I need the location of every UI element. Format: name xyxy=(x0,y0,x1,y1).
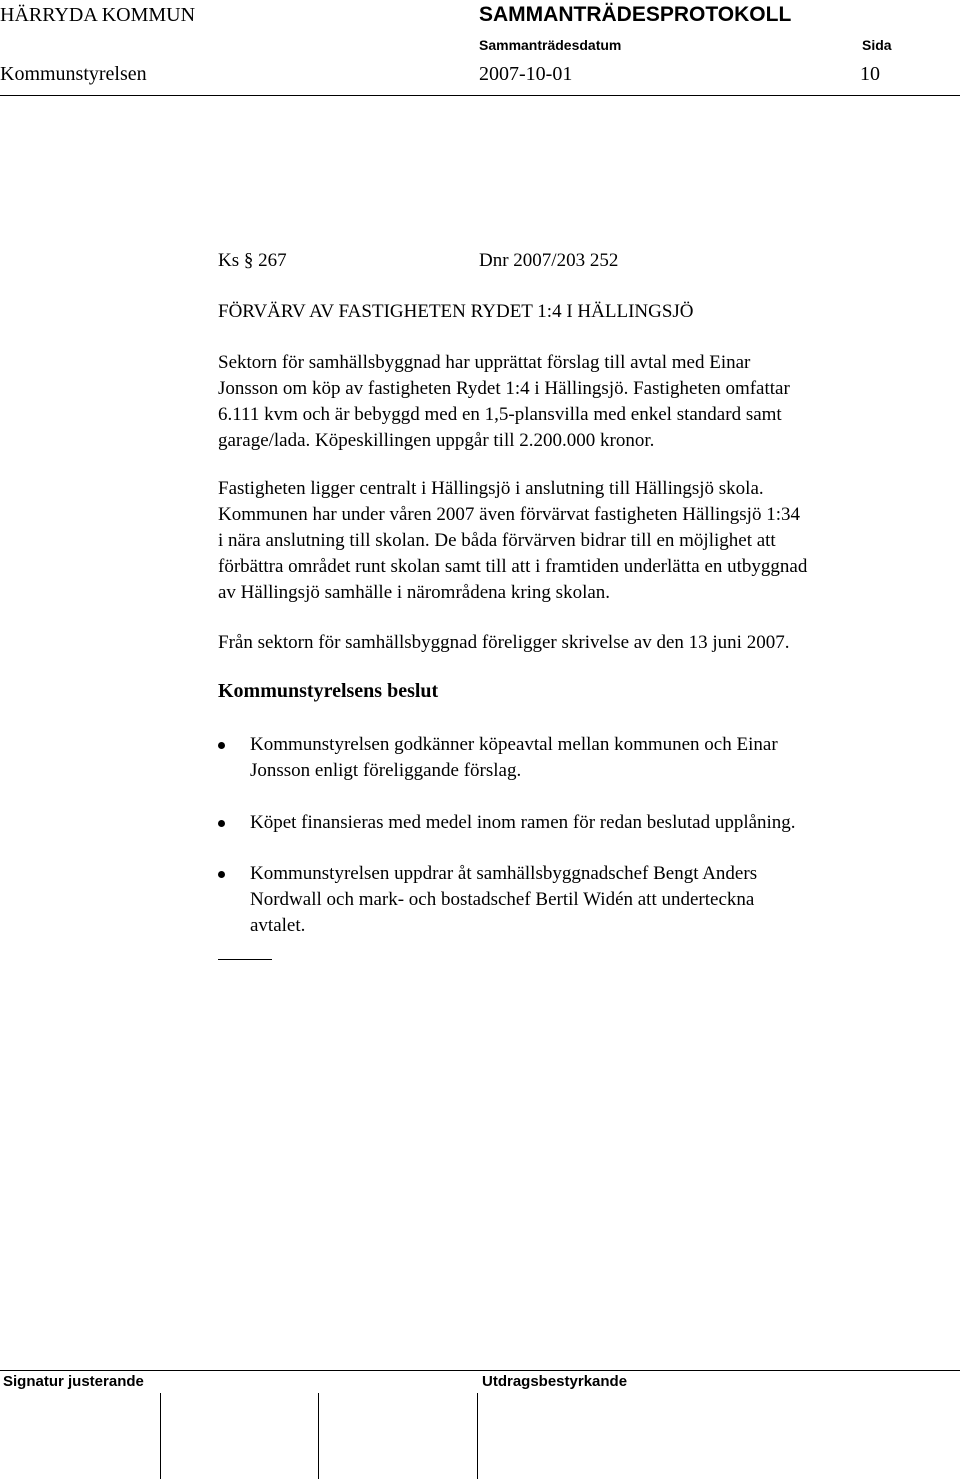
text-line: avtalet. xyxy=(250,915,306,936)
bullet-icon xyxy=(218,742,225,749)
footer-divider xyxy=(0,1370,960,1371)
end-mark xyxy=(218,959,272,960)
committee-name: Kommunstyrelsen xyxy=(0,63,147,85)
text-line: av Hällingsjö samhälle i närområdena kring skolan. xyxy=(218,582,611,603)
text-line: 6.111 kvm och är bebyggd med en 1,5-plansvilla med enkel standard samt xyxy=(218,404,782,425)
paragraph-reference xyxy=(218,630,918,656)
signature-label: Signatur justerande xyxy=(3,1373,144,1390)
text-line: Nordwall och mark- och bostadschef Bertil Widén att underteckna xyxy=(250,889,755,910)
text-line: Från sektorn för samhällsbyggnad föreligger skrivelse av den 13 juni 2007. xyxy=(218,632,790,653)
paragraph-location xyxy=(218,476,918,606)
certification-label: Utdragsbestyrkande xyxy=(482,1373,628,1390)
text-line: Kommunen har under våren 2007 även förvärvat fastigheten Hällingsjö 1:34 xyxy=(218,504,800,525)
header-divider xyxy=(0,95,960,96)
case-dnr: Dnr 2007/203 252 xyxy=(479,250,619,271)
signature-box-divider xyxy=(160,1393,161,1479)
signature-box-divider xyxy=(318,1393,319,1479)
text-line: Fastigheten ligger centralt i Hällingsjö i anslutning till Hällingsjö skola. xyxy=(218,478,764,499)
bullet-icon xyxy=(218,820,225,827)
document-type: SAMMANTRÄDESPROTOKOLL xyxy=(479,3,792,26)
signature-box-divider xyxy=(477,1393,478,1479)
case-number: Ks § 267 xyxy=(218,250,287,271)
text-line: garage/lada. Köpeskillingen uppgår till 2.200.000 kronor. xyxy=(218,430,655,451)
bullet-icon xyxy=(218,871,225,878)
text-line: Köpet finansieras med medel inom ramen för redan beslutad upplåning. xyxy=(250,812,796,833)
case-title: FÖRVÄRV AV FASTIGHETEN RYDET 1:4 I HÄLLINGSJÖ xyxy=(218,301,694,322)
text-line: i nära anslutning till skolan. De båda förvärven bidrar till en möjlighet att xyxy=(218,530,776,551)
text-line: Sektorn för samhällsbyggnad har upprättat förslag till avtal med Einar xyxy=(218,352,751,373)
text-line: förbättra området runt skolan samt till att i framtiden underlätta en utbyggnad xyxy=(218,556,808,577)
text-line: Jonsson enligt föreliggande förslag. xyxy=(250,760,522,781)
paragraph-background xyxy=(218,350,918,454)
page-label: Sida xyxy=(862,37,892,53)
page-number: 10 xyxy=(860,63,880,85)
date-label: Sammanträdesdatum xyxy=(479,37,622,53)
decision-heading: Kommunstyrelsens beslut xyxy=(218,680,439,702)
text-line: Jonsson om köp av fastigheten Rydet 1:4 i Hällingsjö. Fastigheten omfattar xyxy=(218,378,790,399)
municipality-name: HÄRRYDA KOMMUN xyxy=(0,4,196,26)
meeting-date: 2007-10-01 xyxy=(479,63,573,85)
text-line: Kommunstyrelsen uppdrar åt samhällsbyggnadschef Bengt Anders xyxy=(250,863,758,884)
text-line: Kommunstyrelsen godkänner köpeavtal mellan kommunen och Einar xyxy=(250,734,778,755)
